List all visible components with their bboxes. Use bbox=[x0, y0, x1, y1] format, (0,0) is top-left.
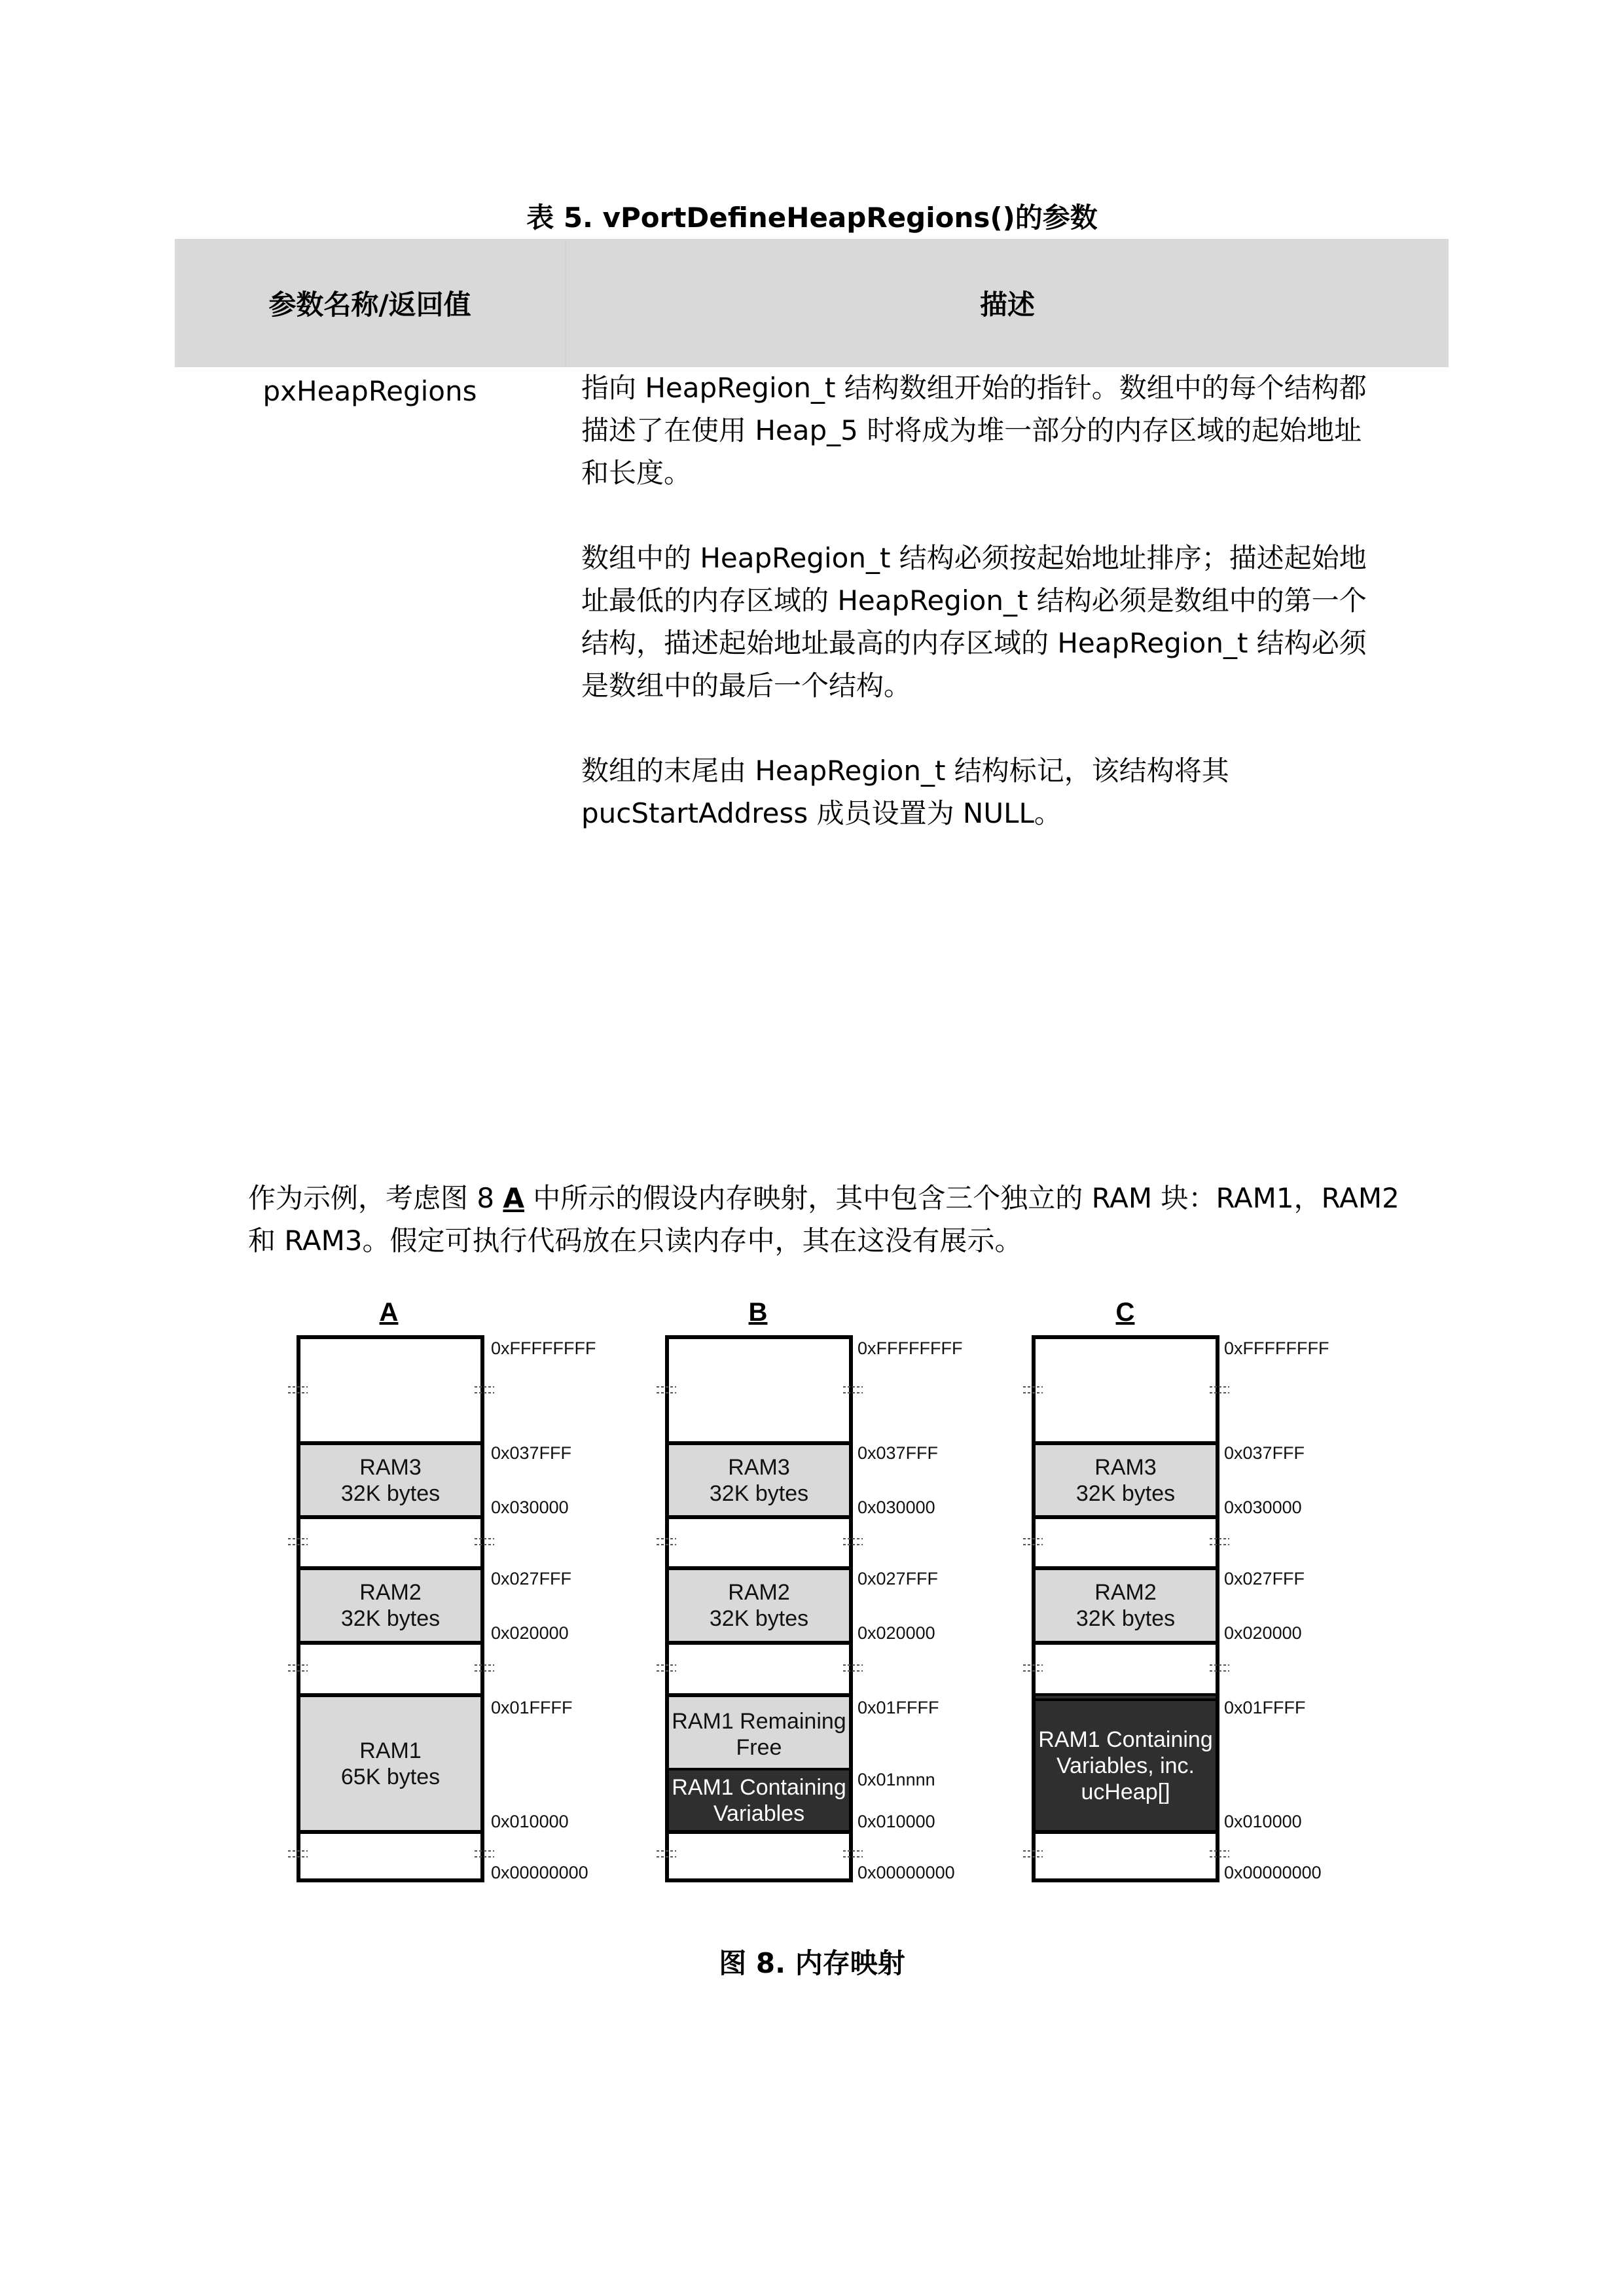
header-param-label: 参数名称/返回值 bbox=[268, 289, 471, 321]
region-ram2: RAM2 32K bytes bbox=[300, 1566, 480, 1645]
axis-break-icon bbox=[1023, 1386, 1043, 1394]
address-label: 0x030000 bbox=[1224, 1498, 1302, 1517]
axis-break-icon bbox=[843, 1850, 863, 1858]
description-line: pucStartAddress 成员设置为 NULL。 bbox=[581, 797, 1062, 829]
region-ram2: RAM2 32K bytes bbox=[669, 1566, 849, 1645]
region-ram1-variables-ucheap: RAM1 Containing Variables, inc. ucHeap[] bbox=[1036, 1693, 1216, 1834]
param-name-cell: pxHeapRegions bbox=[262, 375, 477, 407]
address-label: 0x00000000 bbox=[857, 1863, 955, 1882]
axis-break-icon bbox=[843, 1538, 863, 1546]
axis-break-icon bbox=[657, 1850, 676, 1858]
axis-break-icon bbox=[475, 1664, 494, 1672]
address-label: 0x010000 bbox=[1224, 1812, 1302, 1831]
axis-break-icon bbox=[1210, 1850, 1229, 1858]
address-label: 0x010000 bbox=[491, 1812, 569, 1831]
description-line: 结构，描述起始地址最高的内存区域的 HeapRegion_t 结构必须 bbox=[581, 627, 1367, 659]
param-description-cell bbox=[581, 367, 1445, 877]
axis-break-icon bbox=[1210, 1386, 1229, 1394]
axis-break-icon bbox=[843, 1664, 863, 1672]
intro-text: 中所示的假设内存映射，其中包含三个独立的 RAM 块：RAM1，RAM2 bbox=[524, 1182, 1399, 1214]
address-label: 0xFFFFFFFF bbox=[491, 1338, 596, 1358]
address-label: 0x01FFFF bbox=[491, 1698, 573, 1717]
column-title-c: C bbox=[1115, 1298, 1135, 1327]
address-label: 0x037FFF bbox=[491, 1443, 572, 1463]
axis-break-icon bbox=[1210, 1664, 1229, 1672]
region-ram3: RAM3 32K bytes bbox=[669, 1441, 849, 1519]
intro-text: 作为示例，考虑图 8 bbox=[248, 1182, 503, 1214]
figure-reference-link[interactable]: A bbox=[503, 1182, 524, 1214]
address-label: 0xFFFFFFFF bbox=[857, 1338, 963, 1358]
address-label: 0x030000 bbox=[857, 1498, 935, 1517]
header-param-name bbox=[175, 239, 565, 367]
memory-column-b bbox=[665, 1335, 853, 1882]
address-label: 0x00000000 bbox=[1224, 1863, 1322, 1882]
axis-break-icon bbox=[475, 1386, 494, 1394]
axis-break-icon bbox=[657, 1664, 676, 1672]
column-title-b: B bbox=[748, 1298, 768, 1327]
address-label: 0x01FFFF bbox=[857, 1698, 939, 1717]
intro-line-2: 和 RAM3。假定可执行代码放在只读内存中，其在这没有展示。 bbox=[248, 1225, 1022, 1257]
description-line: 数组的末尾由 HeapRegion_t 结构标记，该结构将其 bbox=[581, 755, 1229, 787]
memory-column-a bbox=[297, 1335, 484, 1882]
axis-break-icon bbox=[1023, 1538, 1043, 1546]
address-label: 0x037FFF bbox=[1224, 1443, 1305, 1463]
axis-break-icon bbox=[657, 1538, 676, 1546]
address-label: 0x037FFF bbox=[857, 1443, 939, 1463]
description-line: 描述了在使用 Heap_5 时将成为堆一部分的内存区域的起始地址 bbox=[581, 414, 1362, 446]
axis-break-icon bbox=[288, 1386, 308, 1394]
column-title-a: A bbox=[379, 1298, 399, 1327]
address-label: 0x027FFF bbox=[1224, 1569, 1305, 1588]
axis-break-icon bbox=[657, 1386, 676, 1394]
description-line: 是数组中的最后一个结构。 bbox=[581, 670, 912, 702]
axis-break-icon bbox=[1210, 1538, 1229, 1546]
address-label: 0x027FFF bbox=[857, 1569, 939, 1588]
region-ram2: RAM2 32K bytes bbox=[1036, 1566, 1216, 1645]
address-label: 0x020000 bbox=[491, 1623, 569, 1643]
description-paragraph-2 bbox=[581, 537, 1445, 707]
region-ram1-free: RAM1 Remaining Free bbox=[669, 1693, 849, 1772]
figure-caption: 图 8. 内存映射 bbox=[719, 1947, 905, 1979]
memory-column-c bbox=[1032, 1335, 1219, 1882]
address-label: 0x00000000 bbox=[491, 1863, 588, 1882]
axis-break-icon bbox=[1023, 1850, 1043, 1858]
axis-break-icon bbox=[288, 1664, 308, 1672]
address-label: 0x01nnnn bbox=[857, 1770, 935, 1789]
address-label: 0x01FFFF bbox=[1224, 1698, 1306, 1717]
description-line: 数组中的 HeapRegion_t 结构必须按起始地址排序；描述起始地 bbox=[581, 542, 1367, 574]
description-line: 指向 HeapRegion_t 结构数组开始的指针。数组中的每个结构都 bbox=[581, 372, 1367, 404]
description-line: 址最低的内存区域的 HeapRegion_t 结构必须是数组中的第一个 bbox=[581, 584, 1367, 617]
description-paragraph-1 bbox=[581, 367, 1445, 494]
axis-break-icon bbox=[475, 1538, 494, 1546]
address-label: 0x030000 bbox=[491, 1498, 569, 1517]
intro-line-1 bbox=[248, 1177, 1400, 1219]
description-paragraph-3 bbox=[581, 749, 1445, 834]
address-label: 0xFFFFFFFF bbox=[1224, 1338, 1329, 1358]
intro-paragraph bbox=[248, 1177, 1400, 1262]
region-ram1: RAM1 65K bytes bbox=[300, 1693, 480, 1834]
region-ram3: RAM3 32K bytes bbox=[300, 1441, 480, 1519]
region-ram1-variables: RAM1 Containing Variables bbox=[669, 1768, 849, 1834]
axis-break-icon bbox=[475, 1850, 494, 1858]
axis-break-icon bbox=[1023, 1664, 1043, 1672]
header-desc-label: 描述 bbox=[979, 289, 1035, 321]
description-line: 和长度。 bbox=[581, 457, 692, 489]
header-description bbox=[566, 239, 1449, 367]
address-label: 0x020000 bbox=[857, 1623, 935, 1643]
address-label: 0x027FFF bbox=[491, 1569, 572, 1588]
region-ram3: RAM3 32K bytes bbox=[1036, 1441, 1216, 1519]
axis-break-icon bbox=[288, 1538, 308, 1546]
address-label: 0x020000 bbox=[1224, 1623, 1302, 1643]
axis-break-icon bbox=[843, 1386, 863, 1394]
table-caption: 表 5. vPortDefineHeapRegions()的参数 bbox=[526, 202, 1098, 234]
axis-break-icon bbox=[288, 1850, 308, 1858]
address-label: 0x010000 bbox=[857, 1812, 935, 1831]
